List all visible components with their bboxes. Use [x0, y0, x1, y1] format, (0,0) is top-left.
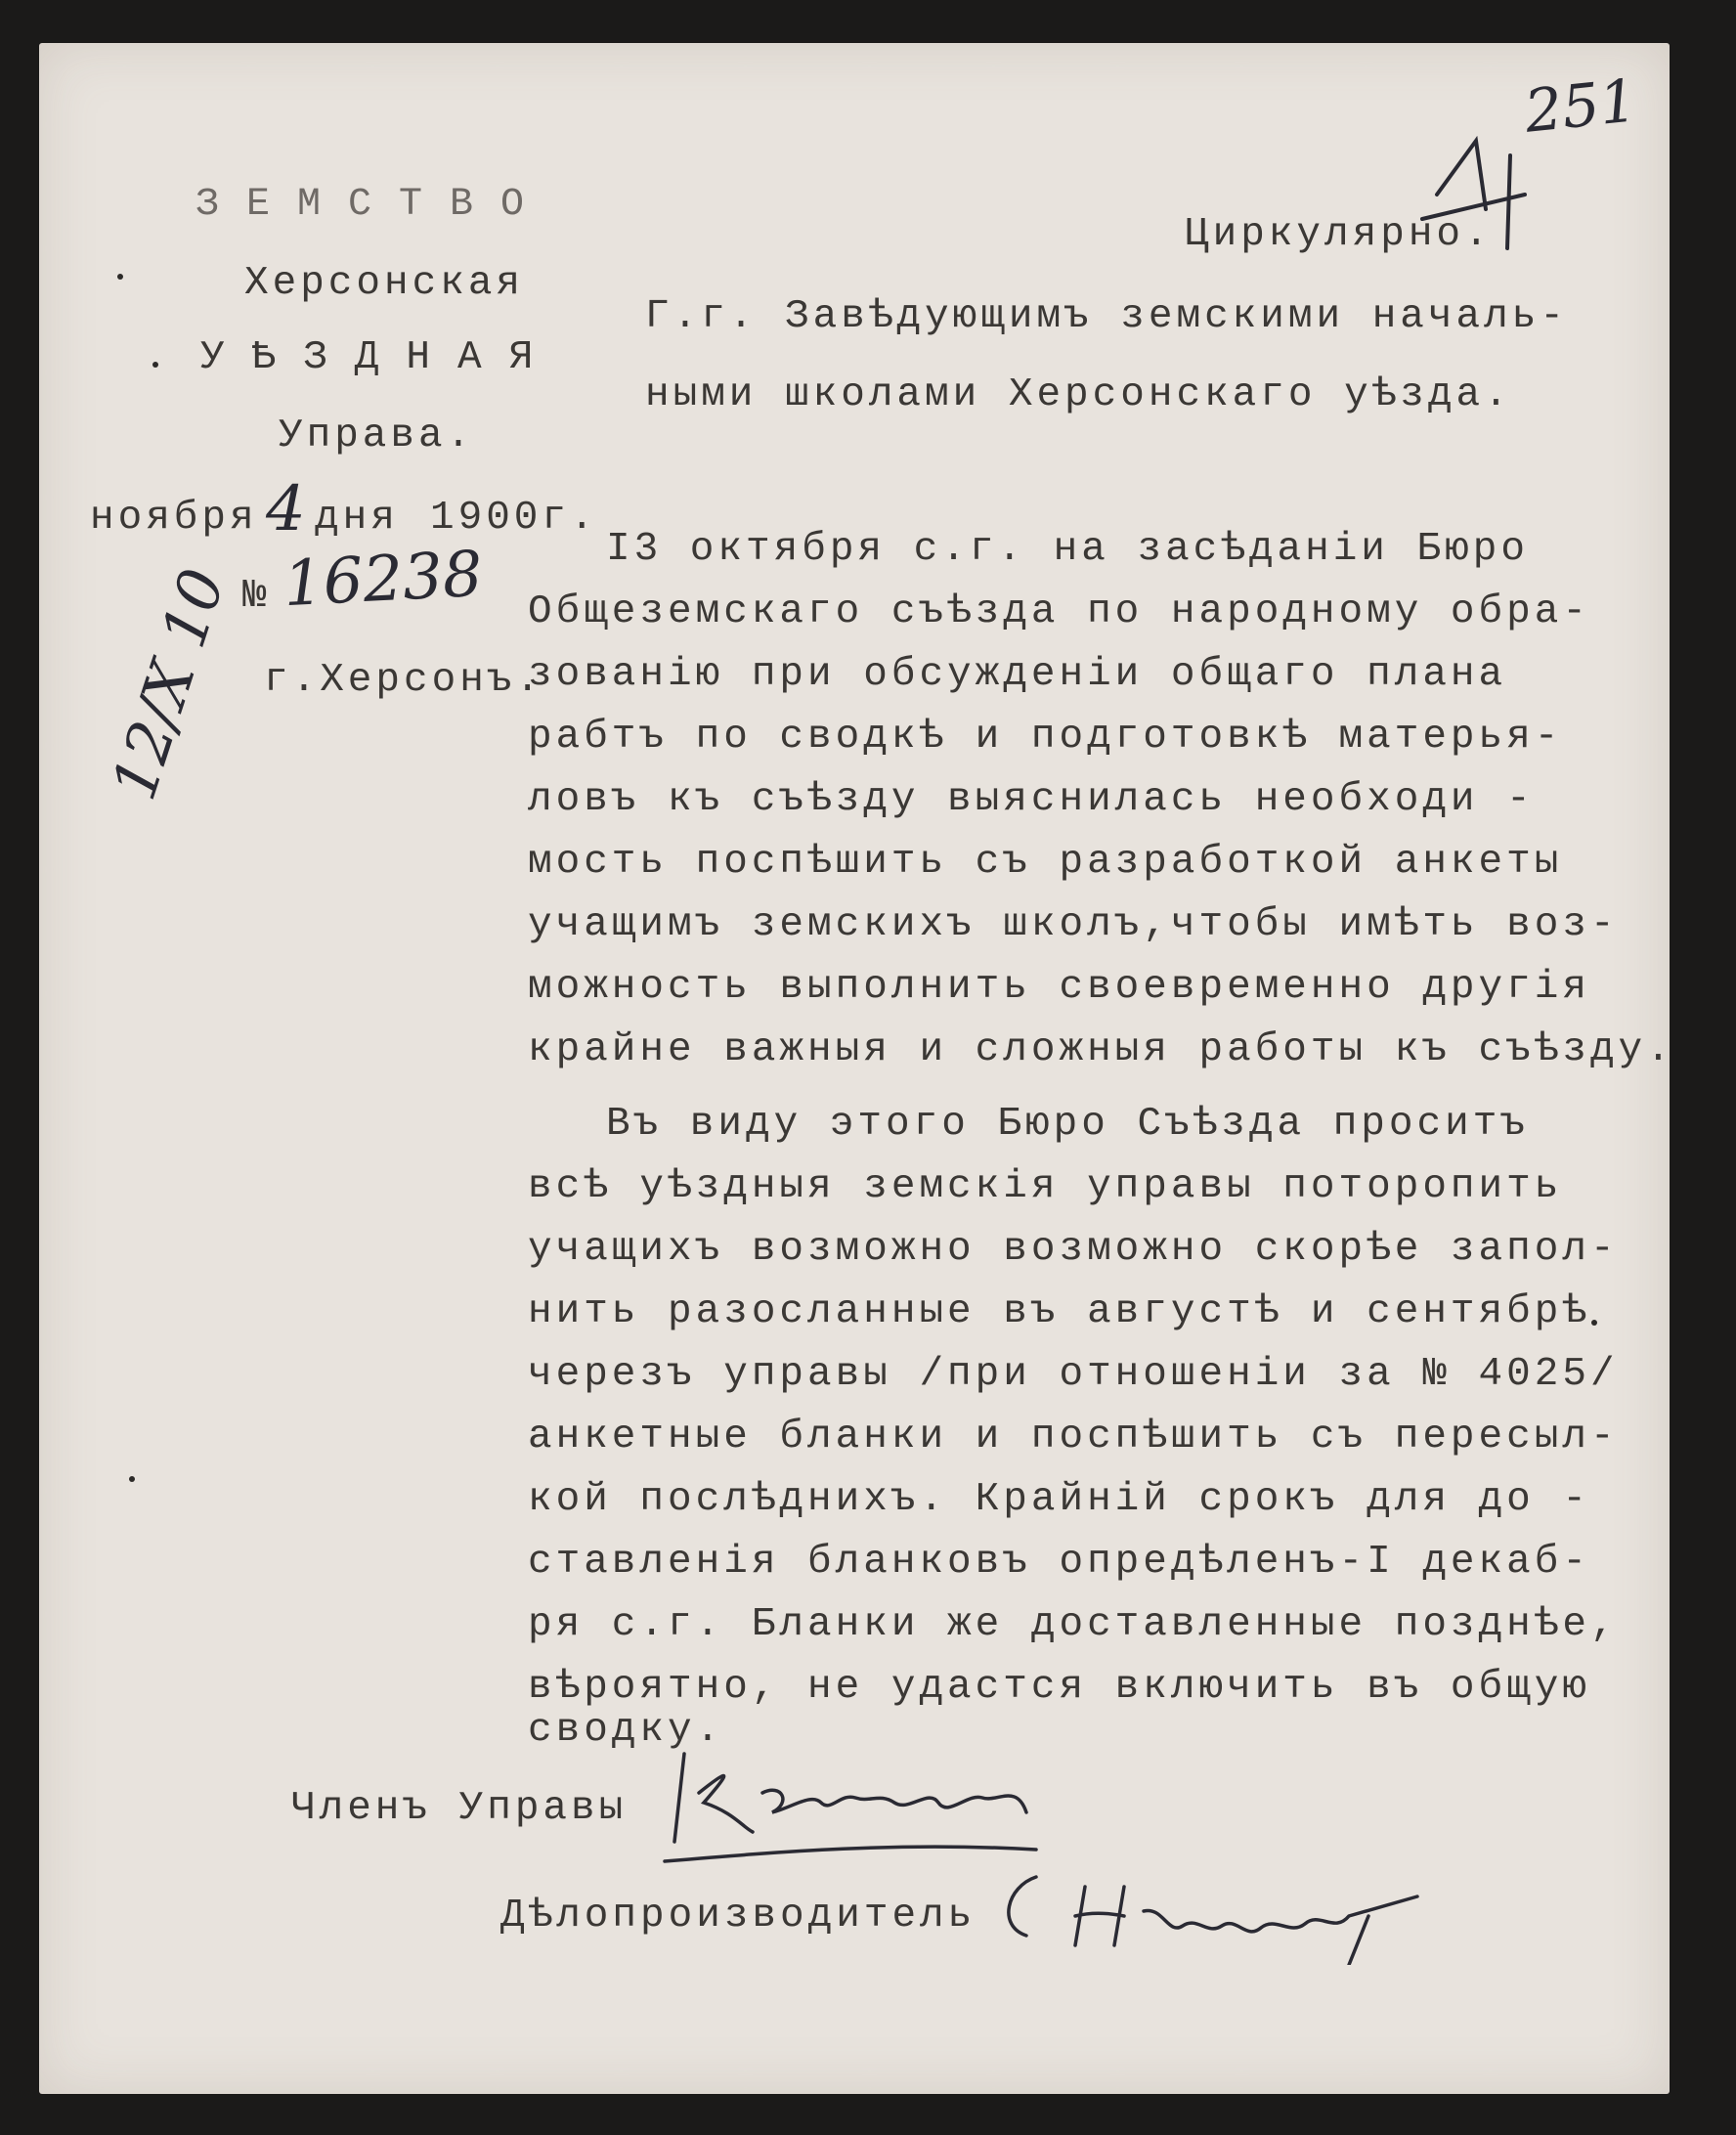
paper-speck	[152, 362, 158, 368]
org-line-region: Херсонская	[244, 261, 525, 306]
circular-label: Циркулярно.	[1185, 212, 1493, 257]
addressee-line-1: Г.г. Завѣдующимъ земскими началь-	[645, 294, 1568, 339]
body-line: крайне важныя и сложныя работы къ съѣзду.	[528, 1027, 1674, 1072]
archive-number: 251	[1521, 66, 1640, 147]
paper-speck	[117, 274, 123, 280]
addressee-line-2: ными школами Херсонскаго уѣзда.	[645, 372, 1512, 417]
date-month: ноября	[90, 496, 258, 541]
date-year: 1900г.	[430, 496, 598, 541]
body-line: ловъ къ съѣзду выяснилась необходи -	[528, 777, 1535, 822]
body-line: мость поспѣшить съ разработкой анкеты	[528, 840, 1563, 885]
city: г.Херсонъ.	[264, 658, 544, 703]
body-line: вѣроятно, не удастся включить въ общую	[528, 1665, 1590, 1710]
body-line: всѣ уѣздныя земскія управы поторопить	[528, 1164, 1563, 1209]
side-date: 12/X 10	[98, 560, 239, 808]
body-line: ставленія бланковъ опредѣленъ-I декаб-	[528, 1540, 1590, 1585]
body-line: кой послѣднихъ. Крайній срокъ для до -	[528, 1477, 1590, 1522]
date-day: 4	[266, 473, 306, 545]
paper-speck	[129, 1476, 135, 1482]
member-label: Членъ Управы	[291, 1786, 628, 1831]
clerk-label: Дѣлопроизводитель	[500, 1894, 976, 1939]
number-value: 16238	[282, 538, 485, 622]
clerk-signature	[977, 1857, 1456, 1965]
body-line: зованію при обсужденіи общаго плана	[528, 652, 1507, 697]
body-line: нить разосланные въ августѣ и сентябрѣ	[528, 1289, 1590, 1334]
body-line: сводку.	[528, 1708, 724, 1753]
body-line: I3 октября с.г. на засѣданіи Бюро	[606, 527, 1529, 572]
body-line: рабтъ по сводкѣ и подготовкѣ матерья-	[528, 715, 1563, 760]
number-label: №	[242, 574, 271, 619]
body-line: анкетные бланки и поспѣшить съ пересыл-	[528, 1415, 1619, 1460]
org-line-district: УѢЗДНАЯ	[200, 335, 561, 380]
member-signature	[645, 1734, 1065, 1871]
body-line: учащимъ земскихъ школъ,чтобы имѣть воз-	[528, 902, 1619, 947]
body-line: Общеземскаго съѣзда по народному обра-	[528, 589, 1590, 634]
org-line-board: Управа.	[279, 414, 475, 458]
org-line-zemstvo: ЗЕМСТВО	[195, 183, 552, 227]
body-line: черезъ управы /при отношеніи за № 4025/	[528, 1352, 1619, 1397]
body-line: Въ виду этого Бюро Съѣзда проситъ	[606, 1102, 1529, 1147]
document-sheet	[39, 43, 1674, 2094]
body-line: можность выполнить своевременно другія	[528, 965, 1590, 1010]
date-word: дня	[315, 496, 399, 541]
paper-speck	[1591, 1320, 1597, 1326]
body-line: учащихъ возможно возможно скорѣе запол-	[528, 1227, 1619, 1272]
body-line: ря с.г. Бланки же доставленные позднѣе,	[528, 1602, 1619, 1647]
